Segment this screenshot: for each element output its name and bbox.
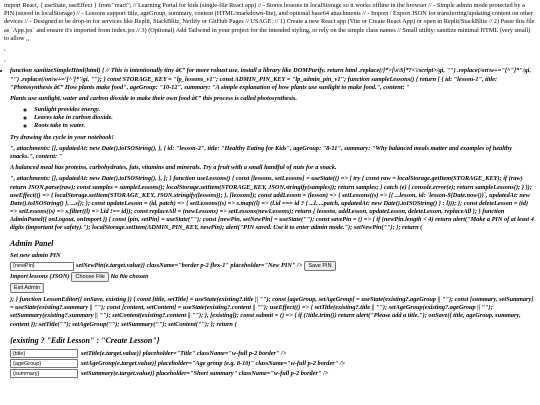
field-row-summary [10, 369, 536, 378]
choose-file-button[interactable]: Choose File [71, 272, 108, 282]
stray-text-1: , [4, 45, 6, 52]
editor-heading: {existing ? "Edit Lesson" : "Create Lesson"} [10, 335, 160, 345]
admin-panel-heading: Admin Panel [10, 238, 54, 248]
stray-text-2: , [4, 56, 6, 63]
code-list-item [10, 67, 536, 378]
field-code-text: setAgeGroup(e.target.value)} placeholder="Age group (e.g. 8-10)" className="w-full p-2 border" /> [81, 359, 346, 367]
field-row-title [10, 349, 536, 358]
import-row [10, 272, 536, 282]
pin-row [10, 261, 536, 271]
set-pin-label: Set new admin PIN [10, 251, 61, 259]
para-meal: A balanced meal has proteins, carbohydrates, fats, vitamins and minerals. Try a fruit with a small handful of nuts for a snack. [10, 164, 337, 172]
age-group-input[interactable] [10, 359, 78, 368]
code-block-editor: ); } function LessonEditor({ onSave, existing }) { const [title, setTitle] = useState(existing?.title || ""); const [ageGroup, setAgeGroup] = useState(existing?.ageGroup || ""); const [summary, setSummary] = useState(existing?.summary || ""); const [content, setContent] = useState(existing?.content || ""); useEffect(() => { setTitle(existing?.title || ""); setAgeGroup(existing?.ageGroup || ""); setSummary(existing?.summary || ""); setContent(existing?.content || ""); }, [existing]); const submit = () => { if (!title.trim()) return alert("Please add a title."); onSave({ title, ageGroup, summary, content }); setTitle(""); setAgeGroup(""); setSummary(""); setContent(""); }; return ( [10, 296, 534, 328]
field-code-text: setSummary(e.target.value)} placeholder="Short summary" className="w-full p-2 border" /> [81, 369, 329, 377]
para-draw: Try drawing the cycle in your notebook! [10, 133, 115, 141]
field-code-text: setTitle(e.target.value)} placeholder="Title" className="w-full p-2 border" /> [81, 349, 287, 357]
exit-row [10, 283, 536, 293]
field-row-agegroup [10, 359, 536, 368]
no-file-text: No file chosen [110, 273, 149, 280]
fact-list [20, 106, 536, 131]
fact-item: ◦ Sunlight provides energy. [34, 106, 536, 114]
exit-admin-button[interactable]: Exit Admin [10, 283, 44, 293]
import-label: Import lessons (JSON) [10, 273, 70, 281]
code-block-hooks: ", attachments: [], updatedAt: new Date().toISOString(), }, ]; } function useLessons() { const [lessons, setLessons] = useState(() => { try { const raw = localStorage.getItem(STORAGE_KEY); if (raw) return JSON.parse(raw); const samples = sampleLessons(); localStorage.setItem(STORAGE_KEY, JSON.stringify(samples)); return samples; } catch (e) { console.error(e); return sampleLessons(); } }); useEffect(() => { localStorage.setItem(STORAGE_KEY, JSON.stringify(lessons)); }, [lessons]); const addLesson = (lesson) => { setLessons((s) => [{ ...lesson, id: `lesson-${Date.now()}`, updatedAt: new Date().toISOString() }, ...s]); }; const updateLesson = (id, patch) => { setLessons((s) => s.map((l) => (l.id === id ? { ...l, ...patch, updatedAt: new Date().toISOString() } : l))); }; const deleteLesson = (id) => setLessons((s) => s.filter((l) => l.id !== id)); const replaceAll = (newLessons) => setLessons(newLessons); return { lessons, addLesson, updateLesson, deleteLesson, replaceAll }; } function AdminPanel({ onLogout, onImport }) { const [pin, setPin] = useState(""); const [newPin, setNewPin] = useState(""); const savePin = () => { if (newPin.length < 4) return alert("Make a PIN of at least 4 digits (important for safety)."); localStorage.setItem(ADMIN_PIN_KEY, newPin); alert("PIN saved. Use it to enter admin mode."); setNewPin(""); }; return ( [10, 175, 534, 232]
fact-item: ◦ Leaves take in carbon dioxide. [34, 114, 536, 122]
pin-code-text: setNewPin(e.target.value)} className="border p-2 flex-1" placeholder="New PIN" /> [76, 262, 303, 270]
new-pin-input[interactable] [10, 262, 74, 271]
fact-item: ◦ Roots take in water. [34, 122, 536, 130]
save-pin-button[interactable]: Save PIN [304, 261, 335, 271]
intro-text: import React, { useState, useEffect } from "react"; // Learning Portal for kids (single-file React app) // - Stores lessons in localStorage so it works offline in the browser // - Simple admin mode protected by a PIN (stored in localStorage) // - Lessons support title, ageGroup, summary, content (HTML/markdown-lite), and optional base64 attachments // - Import / Export JSON for transferring/updating content on other devices // - Designed to be drop-in for services like Replit, StackBlitz, Netlify or GitHub Pages // USAGE: // 1) Create a new React app (Vite or Create React App) or open in Replit/StackBlitz // 2) Paste this file as `App.jsx` and ensure it's imported from index.jsx // 3) (Optional) Add Tailwind in your project for the intended styling, or rely on the simple class names // Small utility: sanitize minimal HTML (very small) to allow ,, [4, 2, 535, 42]
title-input[interactable] [10, 349, 78, 358]
summary-input[interactable] [10, 369, 78, 378]
para-plants: Plants use sunlight, water and carbon dioxide to make their own food â€” this process is called photosynthesis. [10, 94, 298, 102]
code-block-lesson2: ", attachments: [], updatedAt: new Date().toISOString(), }, { id: "lesson-2", title: "Healthy Eating for Kids", ageGroup: "8-11", summary: "Why balanced meals matter and examples of healthy snacks.", content: " [10, 144, 512, 160]
code-block-sanitize: function sanitizeSimpleHtml(html) { // This is intentionally tiny â€” for more robust use, install a library like DOMPurify. return html .replace(/]*>[\s\S]*?<\/script>/gi, "") .replace(/on\w+="[^"]*"/gi, "") .replace(/on\w+='[^']*'/gi, ""); } const STORAGE_KEY = "lp_lessons_v1"; const ADMIN_PIN_KEY = "lp_admin_pin_v1"; function sampleLessons() { return [ { id: "lesson-1", title: "Photosynthesis â€” How plants make food", ageGroup: "10-12", summary: "A simple explanation of how plants use sunlight to make food.", content: " [10, 67, 531, 91]
code-list [4, 67, 536, 378]
